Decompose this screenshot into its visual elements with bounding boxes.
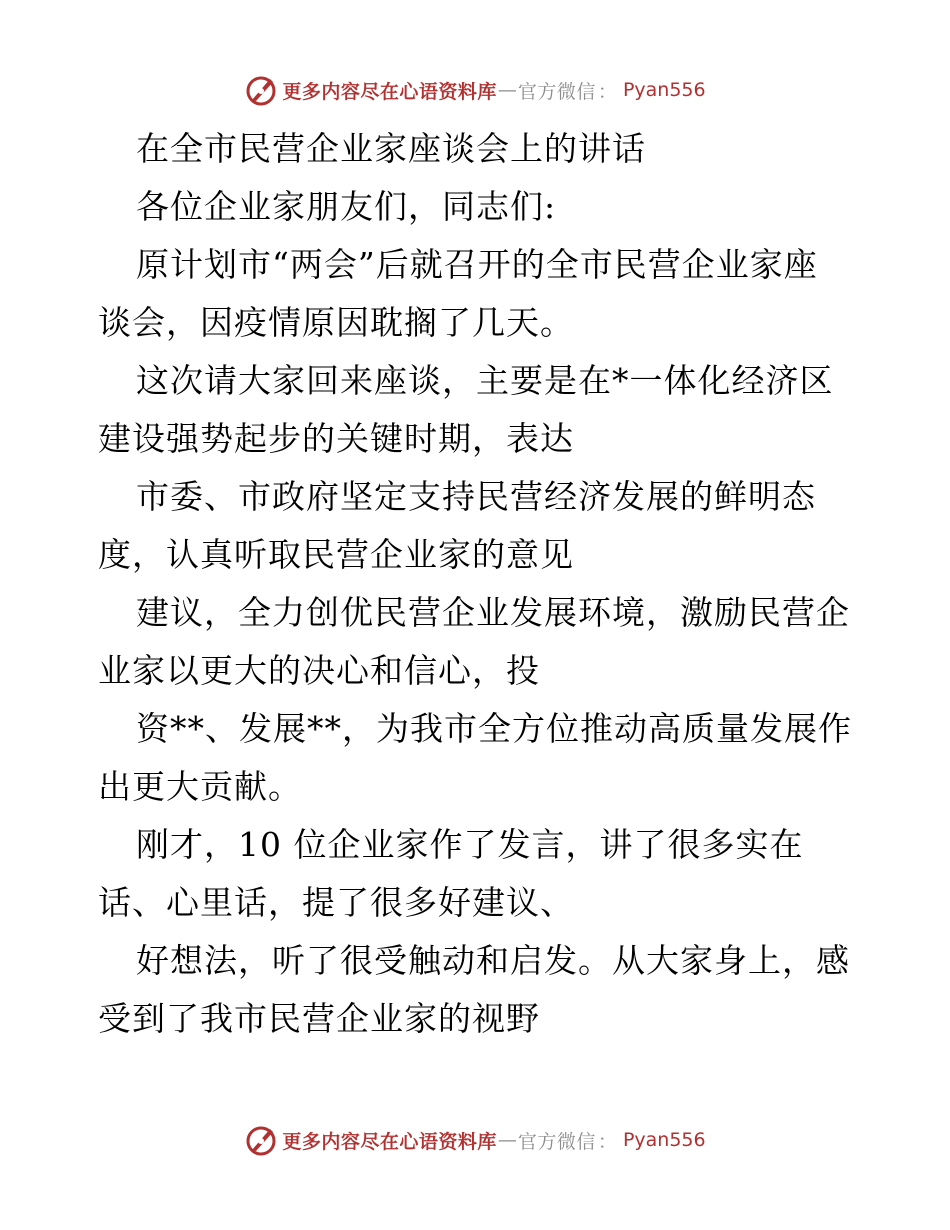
paragraph-line: 建议，全力创优民营企业发展环境，激励民营企 bbox=[136, 593, 850, 632]
paragraph-line: 出更大贡献。 bbox=[98, 767, 302, 806]
banner-colon: ： bbox=[597, 1130, 617, 1153]
paragraph-line: 原计划市“两会”后就召开的全市民营企业家座 bbox=[136, 245, 818, 284]
banner-dash: — bbox=[497, 1129, 517, 1151]
banner-dash: — bbox=[497, 79, 517, 101]
banner-slogan: 更多内容尽在心语资料库 bbox=[282, 80, 497, 103]
banner-wechat-id: Pyan556 bbox=[622, 79, 706, 101]
paragraph-line: 刚才，10 位企业家作了发言，讲了很多实在 bbox=[136, 825, 804, 864]
paragraph-line: 资**、发展**，为我市全方位推动高质量发展作 bbox=[136, 709, 852, 748]
document-body bbox=[98, 120, 858, 1048]
banner-wechat-label: 官方微信 bbox=[517, 1130, 596, 1153]
banner-wechat-label: 官方微信 bbox=[517, 80, 596, 103]
banner-wechat-id: Pyan556 bbox=[622, 1129, 706, 1151]
paragraph-line: 谈会，因疫情原因耽搁了几天。 bbox=[98, 303, 574, 342]
paragraph-line: 受到了我市民营企业家的视野 bbox=[98, 999, 540, 1038]
paragraph-line: 好想法，听了很受触动和启发。从大家身上，感 bbox=[136, 941, 850, 980]
paragraph-line: 话、心里话，提了很多好建议、 bbox=[98, 883, 574, 922]
quill-pen-logo-icon bbox=[244, 73, 278, 107]
paragraph-line: 度，认真听取民营企业家的意见 bbox=[98, 535, 574, 574]
salutation: 各位企业家朋友们，同志们: bbox=[136, 187, 557, 226]
paragraph-line: 这次请大家回来座谈，主要是在*一体化经济区 bbox=[136, 361, 834, 400]
paragraph-line: 业家以更大的决心和信心，投 bbox=[98, 651, 540, 690]
paragraph-line: 建设强势起步的关键时期，表达 bbox=[98, 419, 574, 458]
footer-watermark-banner bbox=[0, 1120, 950, 1160]
header-watermark-banner bbox=[0, 70, 950, 110]
banner-colon: ： bbox=[597, 80, 617, 103]
paragraph-line: 市委、市政府坚定支持民营经济发展的鲜明态 bbox=[136, 477, 816, 516]
banner-slogan: 更多内容尽在心语资料库 bbox=[282, 1130, 497, 1153]
quill-pen-logo-icon bbox=[244, 1123, 278, 1157]
document-title: 在全市民营企业家座谈会上的讲话 bbox=[136, 129, 646, 168]
